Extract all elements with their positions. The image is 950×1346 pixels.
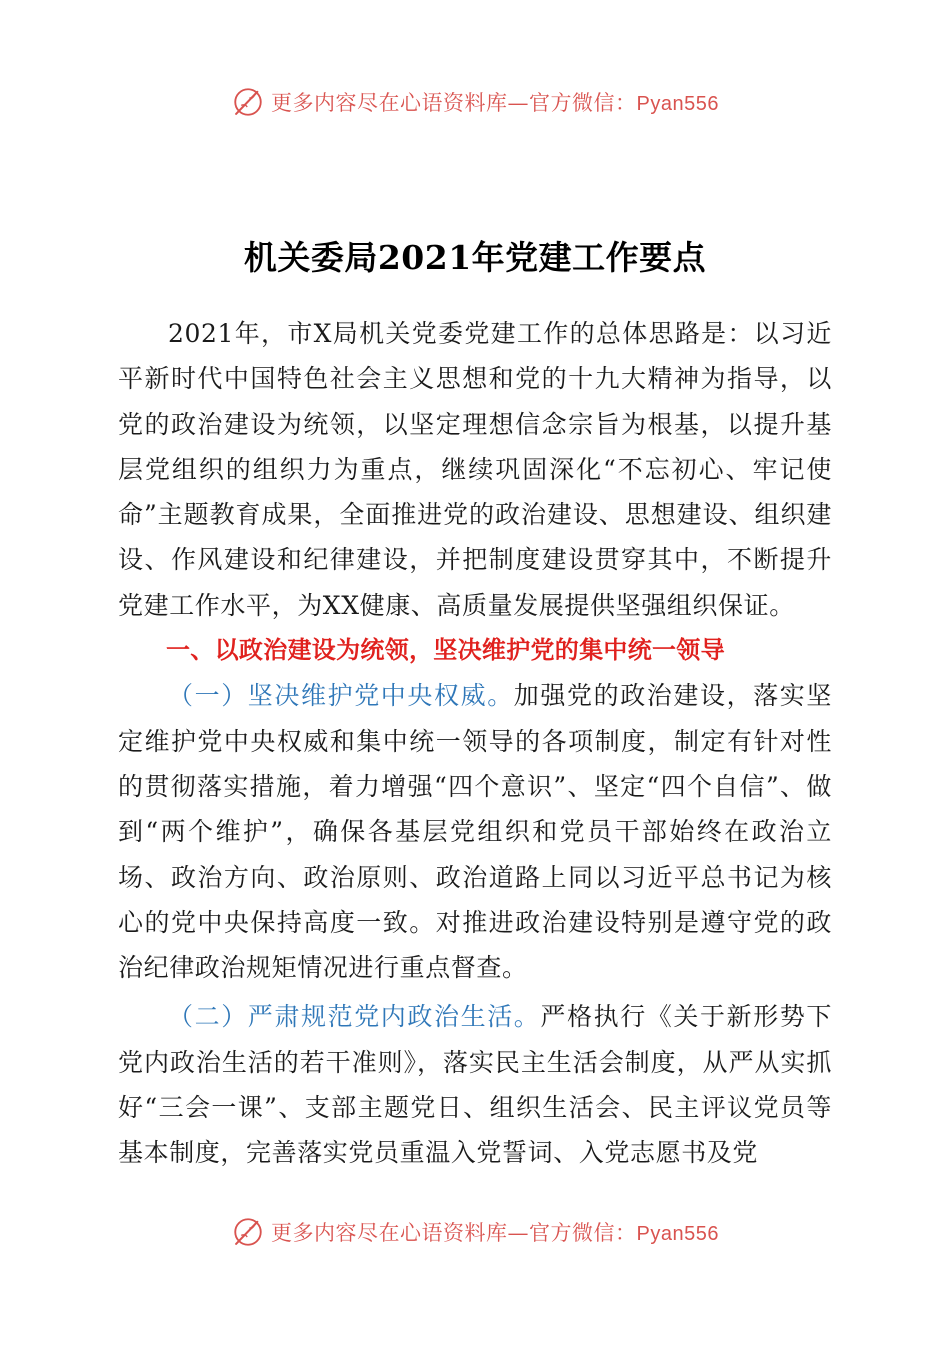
watermark-footer xyxy=(0,1212,950,1252)
quill-logo-icon xyxy=(231,85,265,119)
item-1-text: 加强党的政治建设，落实坚定维护党中央权威和集中统一领导的各项制度，制定有针对性的贯彻落实措施，着力增强“四个意识”、坚定“四个自信”、做到“两个维护”，确保各基层党组织和党员干部始终在政治立场、政治方向、政治原则、政治道路上同以习近平总书记为核心的党中央保持高度一致。对推进政治建设特别是遵守党的政治纪律政治规矩情况进行重点督查。 xyxy=(118,681,832,983)
intro-paragraph: 2021年，市X局机关党委党建工作的总体思路是：以习近平新时代中国特色社会主义思想和党的十九大精神为指导，以党的政治建设为统领，以坚定理想信念宗旨为根基，以提升基层党组织的组织力为重点，继续巩固深化“不忘初心、牢记使命”主题教育成果，全面推进党的政治建设、思想建设、组织建设、作风建设和纪律建设，并把制度建设贯穿其中，不断提升党建工作水平，为XX健康、高质量发展提供坚强组织保证。 xyxy=(118,319,832,620)
quill-logo-icon xyxy=(231,1215,265,1249)
watermark-text: 更多内容尽在心语资料库—官方微信：Pyan556 xyxy=(271,1221,719,1245)
document-title: 机关委局2021年党建工作要点 xyxy=(243,238,707,277)
item-2-text: 严格执行《关于新形势下党内政治生活的若干准则》，落实民主生活会制度，从严从实抓好“三会一课”、支部主题党日、组织生活会、民主评议党员等基本制度，完善落实党员重温入党誓词、入党志愿书及党 xyxy=(118,1002,833,1168)
document-body xyxy=(118,311,832,1176)
paragraph-item-2 xyxy=(118,994,832,1175)
item-2-heading: （二）严肃规范党内政治生活。 xyxy=(168,1002,541,1032)
paragraph-item-1 xyxy=(118,673,832,990)
section-heading-1: 一、以政治建设为统领，坚决维护党的集中统一领导 xyxy=(166,636,725,665)
item-1-heading: （一）坚决维护党中央权威。 xyxy=(168,681,514,711)
watermark-header xyxy=(0,82,950,122)
watermark-handle: Pyan556 xyxy=(636,93,719,115)
watermark-handle: Pyan556 xyxy=(636,1223,719,1245)
watermark-text: 更多内容尽在心语资料库—官方微信：Pyan556 xyxy=(271,91,719,115)
